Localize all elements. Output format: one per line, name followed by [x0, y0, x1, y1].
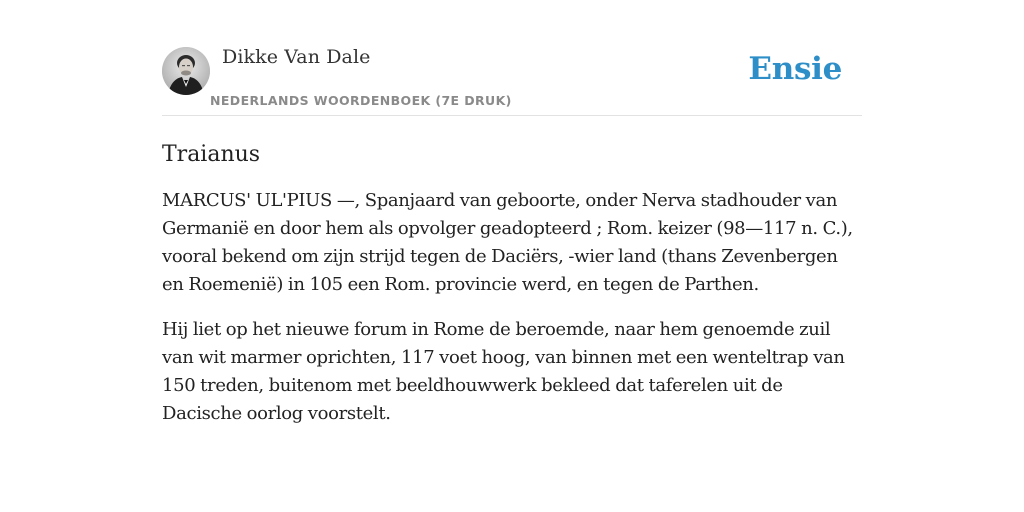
entry-paragraph: MARCUS' UL'PIUS —, Spanjaard van geboorte, onder Nerva stadhouder van Germanië en door hem als opvolger geadopteerd ; Rom. keizer (98—117 n. C.), vooral bekend om zijn strijd tegen de Daciërs, -wier land (thans Zevenbergen en Roemenië) in 105 een Rom. provincie werd, en tegen de Parthen.: [162, 190, 853, 295]
entry-paragraph: Hij liet op het nieuwe forum in Rome de beroemde, naar hem genoemde zuil van wit marmer oprichten, 117 voet hoog, van binnen met een wenteltrap van 150 treden, buitenom met beeldhouwwerk bekleed dat taferelen uit de Dacische oorlog voorstelt.: [162, 319, 845, 424]
entry-header: [162, 46, 862, 116]
author-name[interactable]: Dikke Van Dale: [222, 46, 371, 68]
source-label: NEDERLANDS WOORDENBOEK (7E DRUK): [210, 93, 512, 108]
brand-logo-link[interactable]: Ensie: [748, 51, 842, 87]
author-avatar[interactable]: [162, 47, 210, 95]
entry-content: [162, 140, 862, 445]
entry-title: Traianus: [162, 142, 261, 167]
portrait-avatar-icon: [162, 47, 210, 95]
